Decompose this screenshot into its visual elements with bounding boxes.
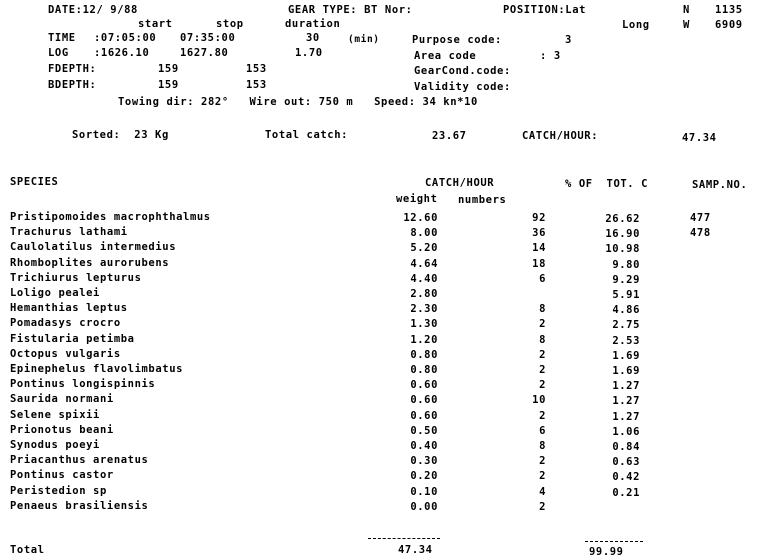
species-name: Pristipomoides macrophthalmus <box>10 211 211 223</box>
purpose-label: Purpose code: <box>412 34 502 46</box>
percent-value: 5.91 <box>612 289 640 301</box>
weight-value: 1.30 <box>410 318 438 330</box>
weight-value: 0.10 <box>410 486 438 498</box>
weight-value: 0.00 <box>410 501 438 513</box>
numbers-value: 6 <box>539 273 546 285</box>
time-unit: (min) <box>348 34 380 45</box>
numbers-value: 6 <box>539 425 546 437</box>
species-name: Caulolatilus intermedius <box>10 241 177 253</box>
lat-hemisphere: N <box>683 4 690 16</box>
weight-value: 0.40 <box>410 440 438 452</box>
numbers-value: 2 <box>539 470 546 482</box>
weight-value: 0.60 <box>410 379 438 391</box>
numbers-header: numbers <box>458 194 507 206</box>
time-start: :07:05:00 <box>94 32 157 44</box>
numbers-value: 2 <box>539 349 546 361</box>
weight-value: 0.60 <box>410 410 438 422</box>
weight-value: 5.20 <box>410 242 438 254</box>
fdepth-stop: 153 <box>246 63 267 75</box>
numbers-value: 2 <box>539 410 546 422</box>
numbers-value: 2 <box>539 501 546 513</box>
numbers-value: 2 <box>539 379 546 391</box>
sorted-weight: Sorted: 23 Kg <box>72 129 169 141</box>
numbers-value: 8 <box>539 303 546 315</box>
numbers-value: 92 <box>532 212 546 224</box>
percent-value: 4.86 <box>612 304 640 316</box>
numbers-value: 18 <box>532 258 546 270</box>
numbers-value: 10 <box>532 394 546 406</box>
species-name: Trachurus lathami <box>10 226 128 238</box>
species-name: Synodus poeyi <box>10 439 100 451</box>
species-name: Loligo pealei <box>10 287 100 299</box>
area-value: : 3 <box>540 50 561 62</box>
numbers-value: 14 <box>532 242 546 254</box>
fdepth-label: FDEPTH: <box>48 63 97 75</box>
gear-type: GEAR TYPE: BT Nor: <box>288 4 413 16</box>
percent-value: 1.27 <box>612 380 640 392</box>
percent-value: 1.27 <box>612 395 640 407</box>
species-name: Trichiurus lepturus <box>10 272 142 284</box>
percent-value: 26.62 <box>605 213 640 225</box>
sample-number: 477 <box>690 212 711 224</box>
species-name: Selene spixii <box>10 409 100 421</box>
purpose-value: 3 <box>565 34 572 46</box>
catch-hour-header: CATCH/HOUR <box>425 177 495 189</box>
species-header: SPECIES <box>10 176 59 188</box>
weight-value: 2.80 <box>410 288 438 300</box>
date-field: DATE:12/ 9/88 <box>48 4 138 16</box>
total-catch-value: 23.67 <box>432 130 467 142</box>
numbers-value: 2 <box>539 318 546 330</box>
long-label: Long <box>622 19 650 31</box>
percent-value: 9.80 <box>612 259 640 271</box>
percent-value: 0.84 <box>612 441 640 453</box>
time-stop: 07:35:00 <box>180 32 236 44</box>
time-duration: 30 <box>306 32 320 44</box>
species-name: Fistularia petimba <box>10 333 135 345</box>
bdepth-stop: 153 <box>246 79 267 91</box>
percent-value: 10.98 <box>605 243 640 255</box>
time-label: TIME <box>48 32 76 44</box>
species-name: Penaeus brasiliensis <box>10 500 149 512</box>
weight-value: 0.30 <box>410 455 438 467</box>
species-name: Prionotus beani <box>10 424 114 436</box>
col-duration-header: duration <box>285 18 341 30</box>
total-label: Total <box>10 544 45 556</box>
weight-value: 0.80 <box>410 349 438 361</box>
total-weight: 47.34 <box>398 544 433 556</box>
pct-total-header: % OF TOT. C <box>565 178 649 190</box>
species-name: Pontinus longispinnis <box>10 378 156 390</box>
numbers-value: 8 <box>539 440 546 452</box>
weight-value: 4.64 <box>410 258 438 270</box>
total-catch-label: Total catch: <box>265 129 349 141</box>
sample-number: 478 <box>690 227 711 239</box>
weight-value: 0.50 <box>410 425 438 437</box>
species-name: Hemanthias leptus <box>10 302 128 314</box>
total-percent: 99.99 <box>589 546 624 558</box>
percent-value: 1.69 <box>612 350 640 362</box>
col-stop-header: stop <box>216 18 244 30</box>
catch-hour-label: CATCH/HOUR: <box>522 130 599 142</box>
log-duration: 1.70 <box>295 47 323 59</box>
weight-value: 12.60 <box>403 212 438 224</box>
weight-value: 2.30 <box>410 303 438 315</box>
weight-value: 0.20 <box>410 470 438 482</box>
numbers-value: 8 <box>539 334 546 346</box>
towing-line: Towing dir: 282° Wire out: 750 m Speed: 34 kn*10 <box>118 96 478 108</box>
bdepth-label: BDEPTH: <box>48 79 97 91</box>
weight-value: 1.20 <box>410 334 438 346</box>
percent-value: 2.75 <box>612 319 640 331</box>
weight-value: 0.80 <box>410 364 438 376</box>
species-name: Priacanthus arenatus <box>10 454 149 466</box>
species-name: Pontinus castor <box>10 469 114 481</box>
numbers-value: 2 <box>539 364 546 376</box>
species-name: Rhomboplites aurorubens <box>10 257 170 269</box>
percent-value: 0.63 <box>612 456 640 468</box>
numbers-value: 2 <box>539 455 546 467</box>
percent-value: 0.21 <box>612 487 640 499</box>
gearcond-label: GearCond.code: <box>414 65 511 77</box>
weight-total-rule <box>368 538 440 539</box>
fdepth-start: 159 <box>158 63 179 75</box>
weight-header: weight <box>396 193 438 205</box>
numbers-value: 4 <box>539 486 546 498</box>
numbers-value: 36 <box>532 227 546 239</box>
percent-value: 0.42 <box>612 471 640 483</box>
weight-value: 8.00 <box>410 227 438 239</box>
percent-value: 2.53 <box>612 335 640 347</box>
percent-value: 1.27 <box>612 411 640 423</box>
species-name: Pomadasys crocro <box>10 317 121 329</box>
pct-total-rule <box>585 541 643 542</box>
log-label: LOG <box>48 47 69 59</box>
percent-value: 9.29 <box>612 274 640 286</box>
weight-value: 0.60 <box>410 394 438 406</box>
area-label: Area code <box>414 50 477 62</box>
log-stop: 1627.80 <box>180 47 229 59</box>
percent-value: 1.06 <box>612 426 640 438</box>
species-name: Peristedion sp <box>10 485 107 497</box>
species-name: Saurida normani <box>10 393 114 405</box>
species-name: Epinephelus flavolimbatus <box>10 363 184 375</box>
long-hemisphere: W <box>683 19 690 31</box>
long-value: 6909 <box>715 19 743 31</box>
validity-label: Validity code: <box>414 81 511 93</box>
weight-value: 4.40 <box>410 273 438 285</box>
lat-value: 1135 <box>715 4 743 16</box>
percent-value: 16.90 <box>605 228 640 240</box>
percent-value: 1.69 <box>612 365 640 377</box>
catch-hour-value: 47.34 <box>682 132 717 144</box>
sample-number-header: SAMP.NO. <box>692 179 748 191</box>
col-start-header: start <box>138 18 173 30</box>
bdepth-start: 159 <box>158 79 179 91</box>
log-start: :1626.10 <box>94 47 150 59</box>
position-label: POSITION:Lat <box>503 4 587 16</box>
species-name: Octopus vulgaris <box>10 348 121 360</box>
